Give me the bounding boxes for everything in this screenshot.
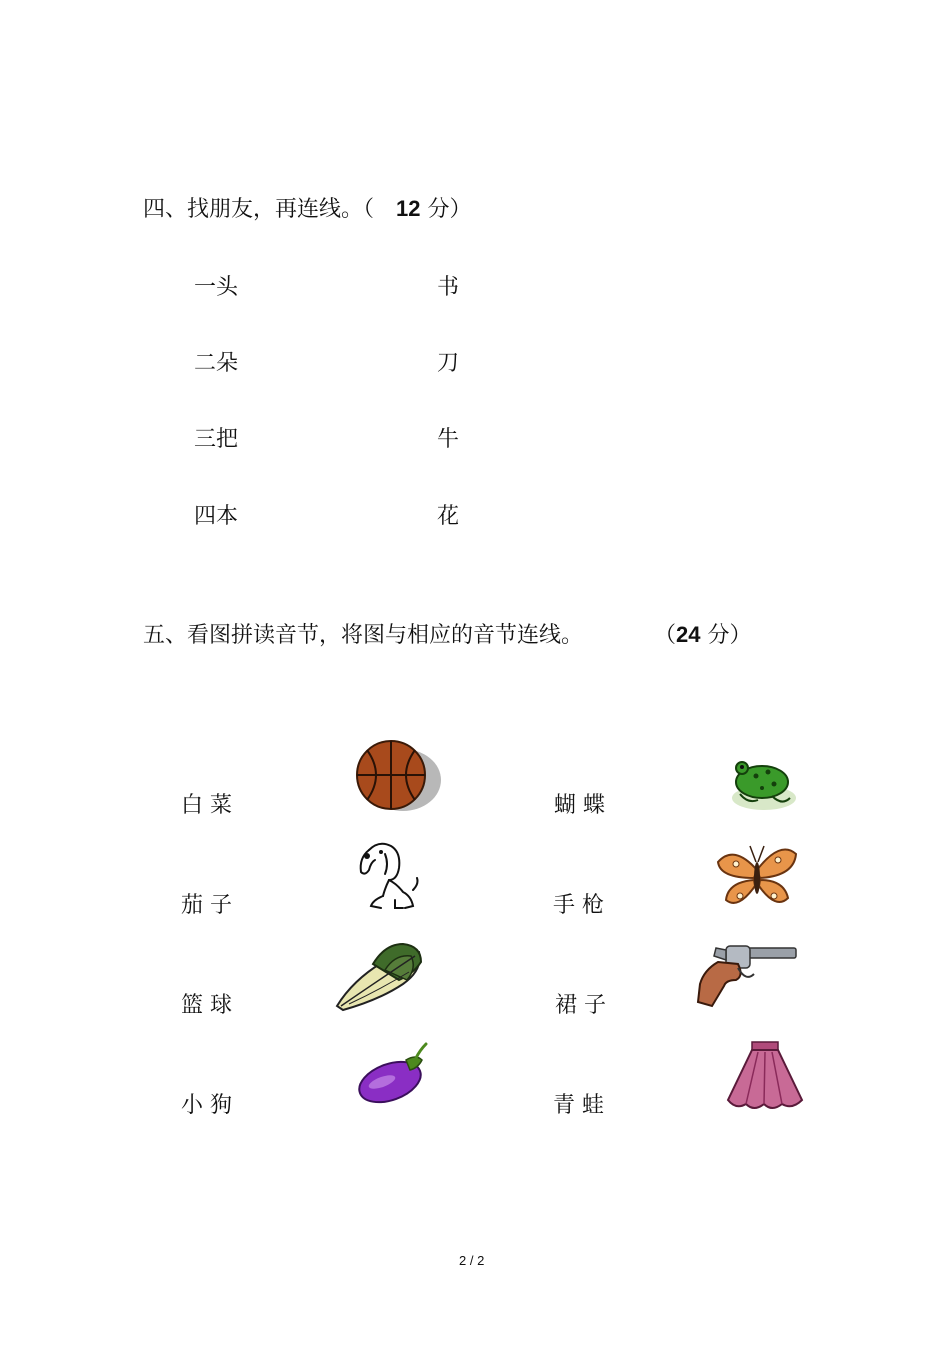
section5-score-label: （24 分） (654, 622, 752, 648)
section4-unit: 分） (427, 197, 472, 222)
right-word-1: 蝴 蝶 (554, 793, 605, 818)
measure-word-2: 二朵 (194, 351, 239, 376)
noun-2: 刀 (437, 351, 460, 376)
section5-heading (143, 618, 583, 649)
measure-word-3: 三把 (194, 427, 239, 452)
section4-heading (143, 192, 472, 223)
right-word-4: 青 蛙 (553, 1093, 604, 1118)
frog-icon (726, 754, 798, 812)
measure-word-4: 四本 (194, 504, 239, 529)
basketball-icon (355, 740, 443, 812)
skirt-icon (726, 1040, 806, 1112)
right-word-2: 手 枪 (553, 893, 604, 918)
noun-1: 书 (437, 275, 460, 300)
left-word-1: 白 菜 (181, 793, 232, 818)
noun-4: 花 (437, 504, 460, 529)
right-word-3: 裙 子 (555, 993, 606, 1018)
butterfly-icon (714, 840, 800, 912)
section5-title: 五、看图拼读音节，将图与相应的音节连线。 (143, 623, 584, 648)
dog-icon (355, 840, 421, 912)
page-number: 2 / 2 (459, 1253, 485, 1268)
measure-word-1: 一头 (194, 275, 239, 300)
cabbage-icon (333, 940, 425, 1012)
revolver-icon (696, 940, 800, 1008)
left-word-3: 篮 球 (181, 993, 232, 1018)
section4-score: 12 (396, 196, 421, 221)
section4-title: 四、找朋友，再连线。（ (143, 197, 375, 222)
left-word-2: 茄 子 (181, 893, 232, 918)
noun-3: 牛 (437, 427, 460, 452)
eggplant-icon (356, 1042, 430, 1106)
left-word-4: 小 狗 (181, 1093, 232, 1118)
section5-score: 24 (676, 622, 701, 647)
